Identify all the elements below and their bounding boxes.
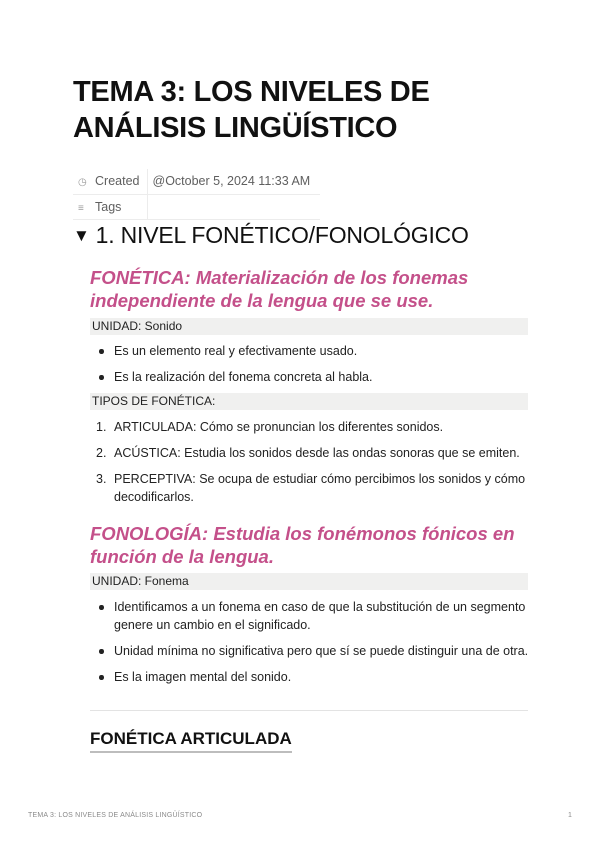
unidad-fonema-callout: UNIDAD: Fonema [90, 573, 528, 590]
list-item: Es un elemento real y efectivamente usado. [90, 342, 530, 360]
tipos-fonetica-callout: TIPOS DE FONÉTICA: [90, 393, 528, 410]
page-number: 1 [568, 812, 572, 819]
toggle-triangle-icon[interactable]: ▼ [73, 226, 90, 245]
property-row-tags [73, 194, 320, 219]
property-value-tags[interactable] [147, 194, 320, 219]
list-item: Es la realización del fonema concreta al habla. [90, 368, 530, 386]
fonologia-bullet-list [90, 598, 530, 686]
fonetica-bullet-list [90, 342, 530, 386]
divider [90, 710, 528, 711]
tipos-fonetica-list [90, 418, 530, 506]
section-heading: 1. NIVEL FONÉTICO/FONOLÓGICO [95, 222, 469, 248]
fonetica-articulada-heading: FONÉTICA ARTICULADA [90, 728, 292, 753]
list-item: Unidad mínima no significativa pero que sí se puede distinguir una de otra. [90, 642, 530, 660]
fonetica-heading: FONÉTICA: Materialización de los fonemas independiente de la lengua que se use. [90, 267, 469, 311]
page-title: TEMA 3: LOS NIVELES DE ANÁLISIS LINGÜÍSTICO [73, 76, 430, 144]
property-key: ◷ Created [73, 169, 147, 194]
clock-icon: ◷ [78, 177, 87, 189]
list-item: 1. ARTICULADA: Cómo se pronuncian los diferentes sonidos. [96, 420, 444, 434]
list-item: 2. ACÚSTICA: Estudia los sonidos desde las ondas sonoras que se emiten. [96, 446, 520, 460]
section-heading-toggle[interactable] [73, 220, 469, 253]
property-row-created [73, 169, 320, 194]
fonologia-heading: FONOLOGÍA: Estudia los fonémonos fónicos en función de la lengua. [90, 523, 515, 567]
property-key: ≡ Tags [73, 194, 147, 219]
footer-title: TEMA 3: LOS NIVELES DE ANÁLISIS LINGÜÍSTICO [28, 812, 203, 819]
property-value-created[interactable]: @October 5, 2024 11:33 AM [147, 169, 320, 194]
list-icon: ≡ [78, 202, 84, 214]
properties-table [73, 169, 320, 220]
unidad-sonido-callout: UNIDAD: Sonido [90, 318, 528, 335]
list-item: Es la imagen mental del sonido. [90, 668, 530, 686]
list-item: Identificamos a un fonema en caso de que la substitución de un segmento genere un cambio en el significado. [90, 598, 530, 634]
list-item: 3. PERCEPTIVA: Se ocupa de estudiar cómo percibimos los sonidos y cómo decodificarlos. [96, 472, 526, 504]
